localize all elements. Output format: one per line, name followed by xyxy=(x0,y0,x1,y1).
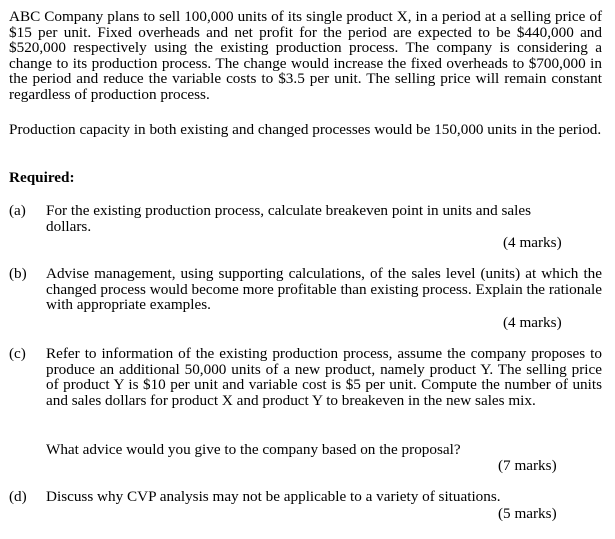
required-heading: Required: xyxy=(9,169,75,186)
question-a-label: (a) xyxy=(9,202,26,219)
question-c-label: (c) xyxy=(9,345,26,362)
question-d-label: (d) xyxy=(9,488,27,505)
question-c-marks: (7 marks) xyxy=(498,457,557,474)
question-d-text: Discuss why CVP analysis may not be applicable to a variety of situations. xyxy=(46,488,501,505)
question-d-marks: (5 marks) xyxy=(498,505,557,522)
question-b-text: Advise management, using supporting calculations, of the sales level (units) at which the changed process would become more profitable than existing process. Explain the rationale with appropriate examples. xyxy=(46,265,602,314)
question-c-followup: What advice would you give to the company based on the proposal? xyxy=(46,441,461,458)
question-b-marks: (4 marks) xyxy=(503,314,562,331)
question-a-marks: (4 marks) xyxy=(503,234,562,251)
question-c-text: Refer to information of the existing production process, assume the company proposes to produce an additional 50,000 units of a new product, namely product Y. The selling price of product Y is $10 per unit and variable cost is $5 per unit. Compute the number of units and sales dollars for product X and product Y to breakeven in the new sales mix. xyxy=(46,345,602,409)
intro-paragraph: ABC Company plans to sell 100,000 units of its single product X, in a period at a selling price of $15 per unit. Fixed overheads and net profit for the period are expected to be $440,000 and $520,000 respectively using the existing production process. The company is considering a change to its production process. The change would increase the fixed overheads to $700,000 in the period and reduce the variable costs to $3.5 per unit. The selling price will remain constant regardless of production process. xyxy=(9,8,602,103)
question-a-text: For the existing production process, calculate breakeven point in units and sales dollars. xyxy=(46,202,532,235)
capacity-paragraph: Production capacity in both existing and changed processes would be 150,000 units in the period. xyxy=(9,121,602,138)
question-b-label: (b) xyxy=(9,265,27,282)
